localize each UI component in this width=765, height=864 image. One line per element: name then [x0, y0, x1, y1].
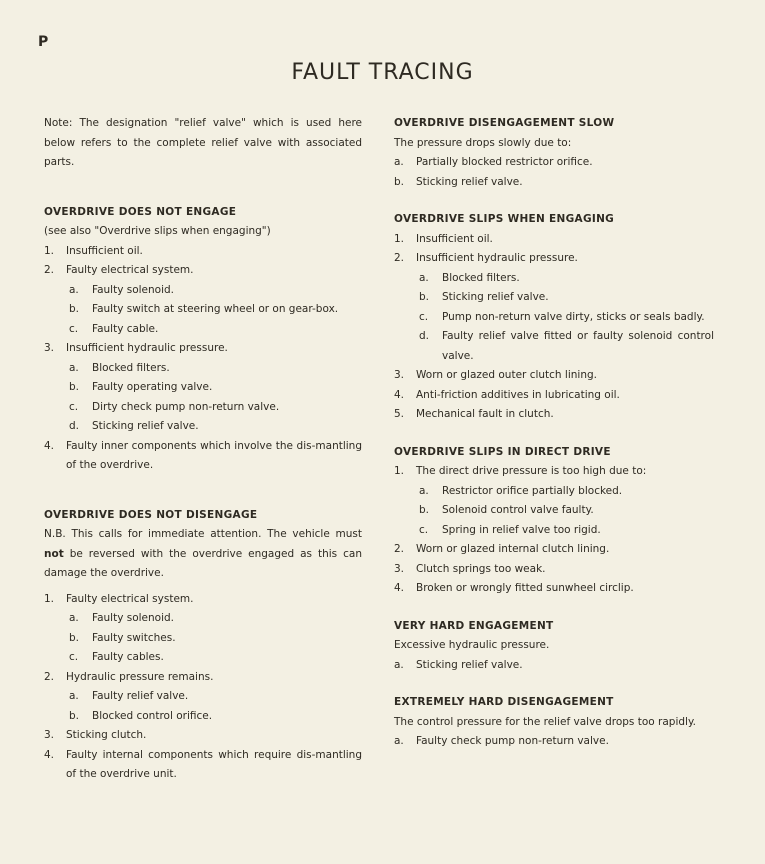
- section-subnote: The control pressure for the relief valve drops too rapidly.: [394, 715, 697, 728]
- list-item: 2. Insufficient hydraulic pressure.: [394, 252, 578, 264]
- sub-list-item: a. Faulty relief valve.: [69, 690, 189, 702]
- list-item: 1. Insufficient oil.: [44, 244, 143, 257]
- section-heading-slips-direct: OVERDRIVE SLIPS IN DIRECT DRIVE: [394, 445, 611, 458]
- sub-list-item: a. Restrictor orifice partially blocked.: [419, 484, 623, 497]
- section-heading-slips-engaging: OVERDRIVE SLIPS WHEN ENGAGING: [394, 213, 615, 225]
- section-subnote: (see also "Overdrive slips when engaging"): [44, 225, 271, 237]
- list-item: 3. Clutch springs too weak.: [394, 562, 546, 575]
- sub-list-item: c. Faulty cables.: [69, 651, 164, 663]
- list-item: 2. Hydraulic pressure remains.: [44, 670, 214, 683]
- sub-list-item: c. Dirty check pump non-return valve.: [69, 400, 280, 413]
- left-column: [44, 114, 362, 785]
- list-item: 2. Faulty electrical system.: [44, 264, 194, 276]
- section-heading-hard-disengagement: EXTREMELY HARD DISENGAGEMENT: [394, 696, 614, 708]
- list-item: 3. Insufficient hydraulic pressure.: [44, 342, 228, 354]
- page-letter: P: [38, 34, 49, 50]
- sub-list-item: a. Blocked filters.: [419, 271, 520, 284]
- sub-list-item: c. Pump non-return valve dirty, sticks or seals badly.: [419, 310, 705, 323]
- sub-list-item: c. Faulty cable.: [69, 322, 159, 335]
- list-item: b. Sticking relief valve.: [394, 175, 523, 188]
- section-subnote: Excessive hydraulic pressure.: [394, 639, 550, 651]
- section-heading-not-disengage: OVERDRIVE DOES NOT DISENGAGE: [44, 508, 258, 521]
- list-item: a. Sticking relief valve.: [394, 658, 523, 671]
- sub-list-item: d. Sticking relief valve.: [69, 420, 199, 432]
- list-item: a. Partially blocked restrictor orifice.: [394, 156, 593, 168]
- sub-list-item: d. Faulty relief valve fitted or faulty solenoid control valve.: [419, 330, 714, 362]
- list-item: 1. Insufficient oil.: [394, 232, 493, 245]
- sub-list-item: b. Faulty switch at steering wheel or on gear-box.: [69, 303, 339, 315]
- list-item: a. Faulty check pump non-return valve.: [394, 735, 609, 747]
- sub-list-item: a. Faulty solenoid.: [69, 283, 175, 296]
- list-item: 5. Mechanical fault in clutch.: [394, 408, 554, 420]
- right-column: [394, 114, 714, 752]
- list-item: 2. Worn or glazed internal clutch lining.: [394, 543, 610, 555]
- list-item: 4. Anti-friction additives in lubricating oil.: [394, 388, 620, 401]
- list-item: 1. Faulty electrical system.: [44, 592, 194, 605]
- sub-list-item: c. Spring in relief valve too rigid.: [419, 523, 601, 536]
- section-heading-disengagement-slow: OVERDRIVE DISENGAGEMENT SLOW: [394, 117, 615, 129]
- list-item: 4. Faulty inner components which involve the dis-mantling of the overdrive.: [44, 439, 362, 471]
- list-item: 3. Sticking clutch.: [44, 729, 147, 741]
- sub-list-item: b. Faulty operating valve.: [69, 381, 213, 393]
- sub-list-item: b. Sticking relief valve.: [419, 291, 549, 303]
- section-heading-hard-engagement: VERY HARD ENGAGEMENT: [394, 619, 554, 632]
- sub-list-item: a. Faulty solenoid.: [69, 612, 175, 624]
- note-paragraph: Note: The designation "relief valve" which is used here below refers to the complete relief valve with associated parts.: [44, 117, 362, 168]
- page-title: FAULT TRACING: [291, 60, 474, 85]
- list-item: 1. The direct drive pressure is too high due to:: [394, 465, 647, 477]
- sub-list-item: b. Blocked control orifice.: [69, 709, 213, 722]
- list-item: 3. Worn or glazed outer clutch lining.: [394, 369, 597, 381]
- sub-list-item: a. Blocked filters.: [69, 361, 170, 374]
- list-item: 4. Faulty internal components which require dis-mantling of the overdrive unit.: [44, 748, 362, 780]
- sub-list-item: b. Faulty switches.: [69, 631, 176, 644]
- sub-list-item: b. Solenoid control valve faulty.: [419, 504, 594, 516]
- section-heading-not-engage: OVERDRIVE DOES NOT ENGAGE: [44, 205, 237, 218]
- list-item: 4. Broken or wrongly fitted sunwheel circlip.: [394, 582, 634, 594]
- nb-paragraph: N.B. This calls for immediate attention. The vehicle must not be reversed with the overdrive engaged as this can damage the overdrive.: [44, 528, 362, 579]
- section-subnote: The pressure drops slowly due to:: [394, 136, 572, 149]
